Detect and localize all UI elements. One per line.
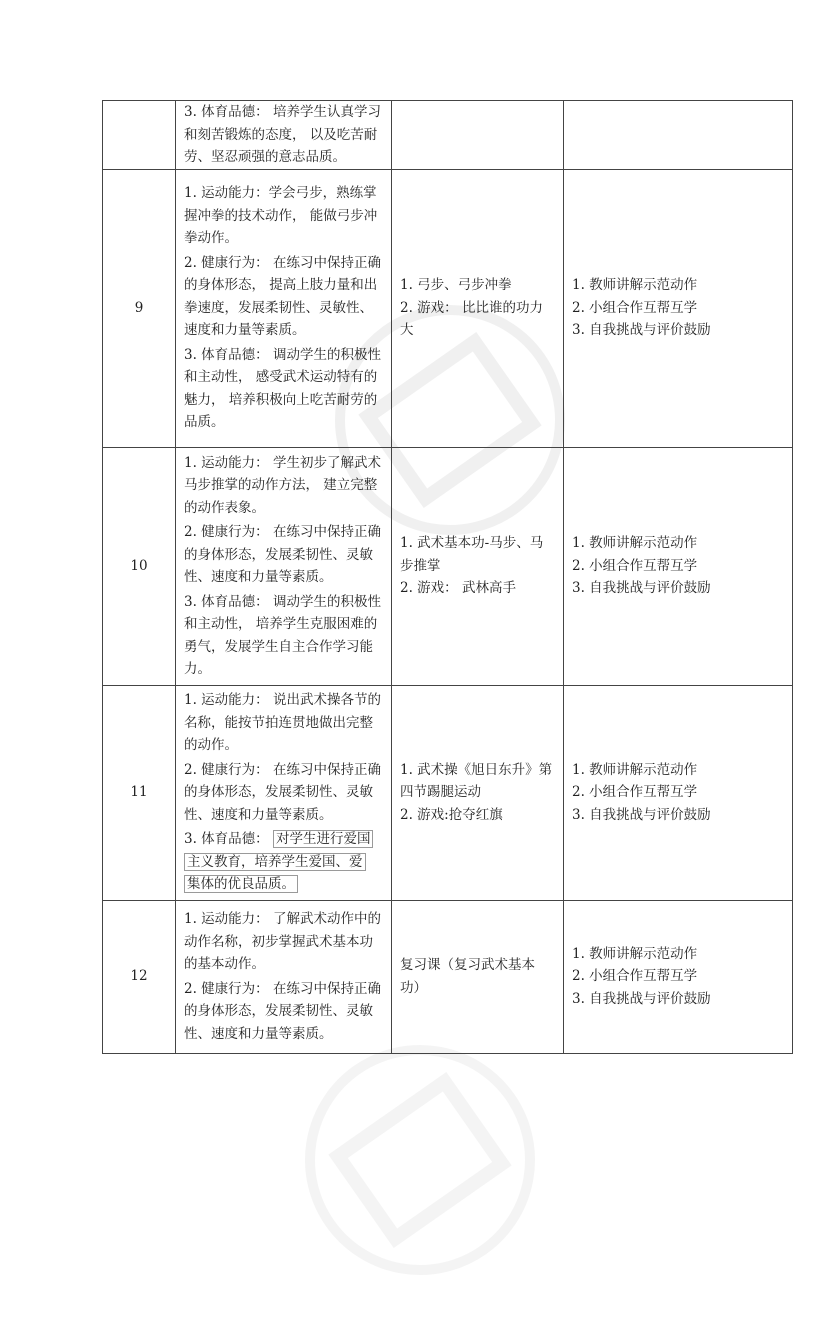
teaching-methods: [564, 447, 793, 685]
method-item: 3. 自我挑战与评价鼓励: [572, 990, 711, 1007]
lesson-content: [392, 101, 564, 170]
teaching-methods: [564, 685, 793, 900]
table-row: [103, 169, 793, 447]
goal-item: 1. 运动能力： 了解武术动作中的动作名称，初步掌握武术基本功的基本动作。: [184, 911, 381, 972]
table-row: [103, 447, 793, 685]
highlighted-text: 对学生进行爱国: [273, 830, 374, 848]
lesson-number: 10: [103, 447, 176, 685]
goal-item: 3. 体育品德： 调动学生的积极性和主动性， 培养学生克服困难的勇气，发展学生自主合作学习能力。: [184, 593, 381, 677]
content-item: 2. 游戏： 比比谁的功力大: [400, 299, 543, 339]
method-item: 3. 自我挑战与评价鼓励: [572, 580, 711, 597]
content-item: 1. 武术操《旭日东升》第四节踢腿运动: [400, 761, 553, 801]
lesson-number: 11: [103, 685, 176, 900]
lesson-goals: [176, 101, 392, 170]
lesson-plan-table: [102, 100, 793, 1054]
method-item: 3. 自我挑战与评价鼓励: [572, 322, 711, 339]
table-row: [103, 900, 793, 1053]
teaching-methods: [564, 101, 793, 170]
method-item: 1. 教师讲解示范动作: [572, 535, 698, 552]
lesson-number: [103, 101, 176, 170]
method-item: 2. 小组合作互帮互学: [572, 299, 698, 316]
lesson-goals: [176, 169, 392, 447]
method-item: 2. 小组合作互帮互学: [572, 557, 698, 574]
method-item: 2. 小组合作互帮互学: [572, 968, 698, 985]
highlighted-text: 集体的优良品质。: [184, 875, 298, 893]
method-item: 2. 小组合作互帮互学: [572, 784, 698, 801]
goal-item: 2. 健康行为： 在练习中保持正确的身体形态，发展柔韧性、灵敏性、速度和力量等素质。: [184, 761, 381, 823]
table-row: [103, 685, 793, 900]
lesson-number: 9: [103, 169, 176, 447]
lesson-goals: [176, 685, 392, 900]
teaching-methods: [564, 900, 793, 1053]
lesson-content: [392, 169, 564, 447]
goal-item: 1. 运动能力：学会弓步，熟练掌握冲拳的技术动作， 能做弓步冲拳动作。: [184, 185, 378, 247]
teaching-methods: [564, 169, 793, 447]
method-item: 1. 教师讲解示范动作: [572, 945, 698, 962]
highlighted-text: 主义教育，培养学生爱国、爱: [184, 853, 366, 871]
goal-item: 2. 健康行为： 在练习中保持正确的身体形态， 提高上肢力量和出拳速度，发展柔韧性、灵敏性、速度和力量等素质。: [184, 254, 381, 339]
method-item: 3. 自我挑战与评价鼓励: [572, 806, 711, 823]
content-item: 复习课（复习武术基本功）: [400, 957, 535, 996]
goal-item-boxed: [184, 828, 383, 896]
method-item: 1. 教师讲解示范动作: [572, 277, 698, 294]
content-item: 2. 游戏： 武林高手: [400, 580, 516, 597]
method-item: 1. 教师讲解示范动作: [572, 761, 698, 778]
lesson-number: 12: [103, 900, 176, 1053]
goal-item: 2. 健康行为： 在练习中保持正确的身体形态，发展柔韧性、灵敏性、速度和力量等素质。: [184, 980, 381, 1042]
content-item: 2. 游戏:抢夺红旗: [400, 806, 503, 823]
lesson-content: [392, 685, 564, 900]
lesson-goals: [176, 900, 392, 1053]
goal-item: 3. 体育品德： 培养学生认真学习和刻苦锻炼的态度， 以及吃苦耐劳、坚忍顽强的意志品质。: [184, 104, 381, 165]
goal-item: 3. 体育品德： 调动学生的积极性和主动性， 感受武术运动特有的魅力， 培养积极向上吃苦耐劳的品质。: [184, 346, 381, 431]
content-item: 1. 武术基本功-马步、马步推掌: [400, 535, 544, 574]
lesson-goals: [176, 447, 392, 685]
goal-item: 1. 运动能力： 学生初步了解武术马步推掌的动作方法， 建立完整的动作表象。: [184, 454, 381, 516]
goal-item: 2. 健康行为： 在练习中保持正确的身体形态，发展柔韧性、灵敏性、速度和力量等素质。: [184, 524, 381, 585]
table-row: [103, 101, 793, 170]
lesson-content: [392, 900, 564, 1053]
goal-item: 1. 运动能力： 说出武术操各节的名称，能按节拍连贯地做出完整的动作。: [184, 692, 381, 754]
goal-label: 3. 体育品德：: [184, 831, 269, 848]
lesson-content: [392, 447, 564, 685]
content-item: 1. 弓步、弓步冲拳: [400, 277, 512, 294]
